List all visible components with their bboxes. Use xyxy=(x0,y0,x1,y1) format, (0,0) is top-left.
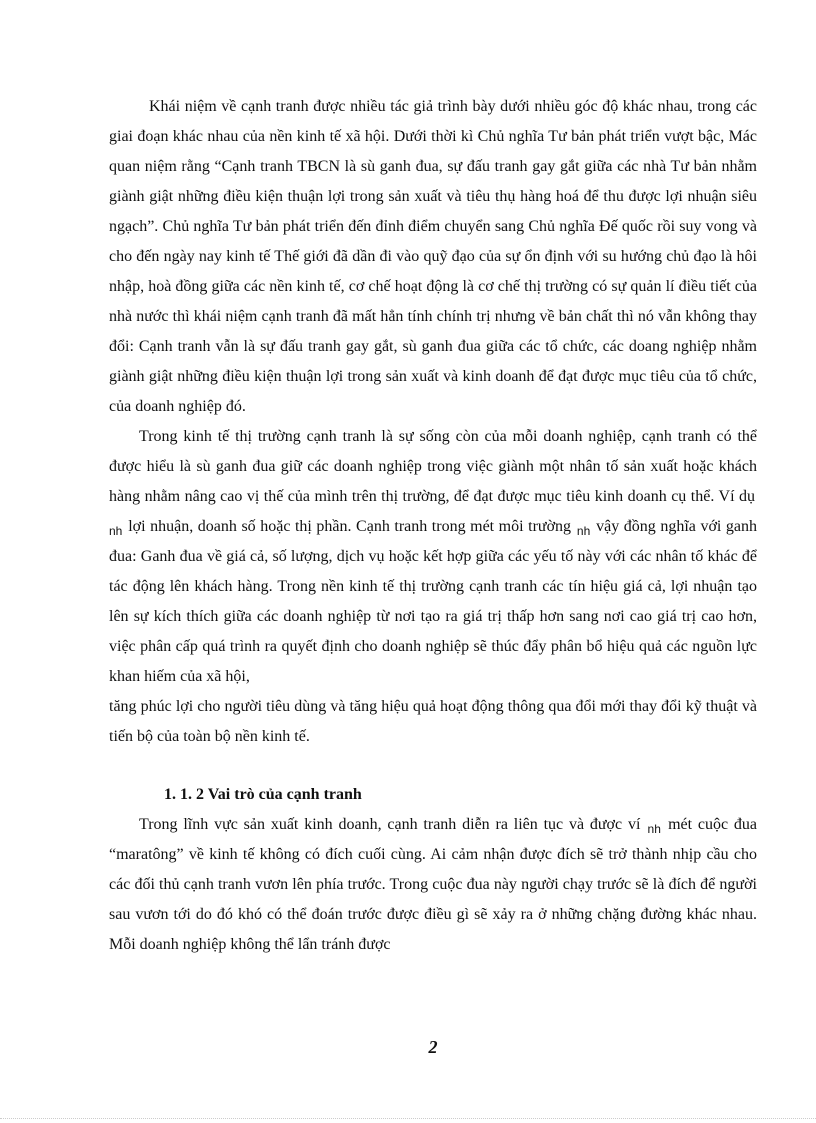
page-body xyxy=(109,92,757,960)
paragraph-welfare: tăng phúc lợi cho người tiêu dùng và tăng hiệu quả hoạt động thông qua đổi mới thay đổi kỹ thuật và tiến bộ của toàn bộ nền kinh tế. xyxy=(109,698,757,745)
abbreviation-nh: nh xyxy=(109,524,127,538)
abbreviation-nh: nh xyxy=(573,524,595,538)
paragraph-market-economy-text-b: lợi nhuận, doanh số hoặc thị phần. Cạnh tranh trong mét môi trường xyxy=(128,518,572,535)
abbreviation-nh: nh xyxy=(642,822,667,836)
paragraph-role-of-competition xyxy=(109,810,757,960)
footer-divider xyxy=(0,1118,816,1119)
paragraph-market-economy-text-c: vậy đồng nghĩa với ganh đua: Ganh đua về giá cả, số lượng, dịch vụ hoặc kết hợp giữa các yếu tố này với các nhân tố khác để tác động lên khách hàng. Trong nền kinh tế thị trường cạnh tranh các tín hiệu giá cả, lợi nhuận tạo lên sự kích thích giữa các doanh nghiệp từ nơi tạo ra giá trị thấp hơn sang nơi cao giá trị cao hơn, việc phân cấp quá trình ra quyết định cho doanh nghiệp sẽ thúc đẩy phân bổ hiệu quả các nguồn lực khan hiếm của xã hội, xyxy=(109,518,758,685)
paragraph-competition-concept: Khái niệm về cạnh tranh được nhiều tác giả trình bày dưới nhiều góc độ khác nhau, trong các giai đoạn khác nhau của nền kinh tế xã hội. Dưới thời kì Chủ nghĩa Tư bản phát triển vượt bậc, Mác quan niệm rằng “Cạnh tranh TBCN là sù ganh đua, sự đấu tranh gay gắt giữa các nhà Tư bản nhằm giành giật những điều kiện thuận lợi trong sản xuất và tiêu thụ hàng hoá để thu được lợi nhuận siêu ngạch”. Chủ nghĩa Tư bản phát triển đến đỉnh điểm chuyển sang Chủ nghĩa Đế quốc rồi suy vong và cho đến ngày nay kinh tế Thế giới đã dần đi vào quỹ đạo của sự ổn định với su hướng chủ đạo là hôi nhập, hoà đồng giữa các nền kinh tế, cơ chế hoạt động là cơ chế thị trường có sự quản lí điều tiết của nhà nước thì khái niệm cạnh tranh đã mất hẳn tính chính trị nhưng về bản chất thì nó vẫn không thay đổi: Cạnh tranh vẫn là sự đấu tranh gay gắt, sù ganh đua giữa các tổ chức, các doang nghiệp nhằm giành giật những điều kiện thuận lợi trong sản xuất và kinh doanh để đạt được mục tiêu của tổ chức, của doanh nghiệp đó. xyxy=(109,98,757,415)
page-number: 2 xyxy=(428,1037,438,1057)
paragraph-role-text-b: mét cuộc đua “maratông” về kinh tế không có đích cuối cùng. Ai cảm nhận được đích sẽ trở thành nhịp cầu cho các đối thủ cạnh tranh vươn lên phía trước. Trong cuộc đua này người chạy trước sẽ là đích để người sau vươn tới do đó khó có thể đoán trước được điều gì sẽ xảy ra ở những chặng đường khác nhau. Mỗi doanh nghiệp không thể lẩn tránh được xyxy=(109,816,758,953)
paragraph-role-text-a: Trong lĩnh vực sản xuất kinh doanh, cạnh tranh diễn ra liên tục và được ví xyxy=(139,816,641,833)
paragraph-market-economy-text-a: Trong kinh tế thị trường cạnh tranh là sự sống còn của mỗi doanh nghiệp, cạnh tranh có thể được hiểu là sù ganh đua giữ các doanh nghiệp trong việc giành một nhân tố sản xuất hoặc khách hàng nhằm nâng cao vị thế của mình trên thị trường, để đạt được mục tiêu kinh doanh cụ thể. Ví dụ xyxy=(109,428,757,505)
paragraph-market-economy xyxy=(109,422,757,692)
section-heading: 1. 1. 2 Vai trò của cạnh tranh xyxy=(164,786,362,803)
